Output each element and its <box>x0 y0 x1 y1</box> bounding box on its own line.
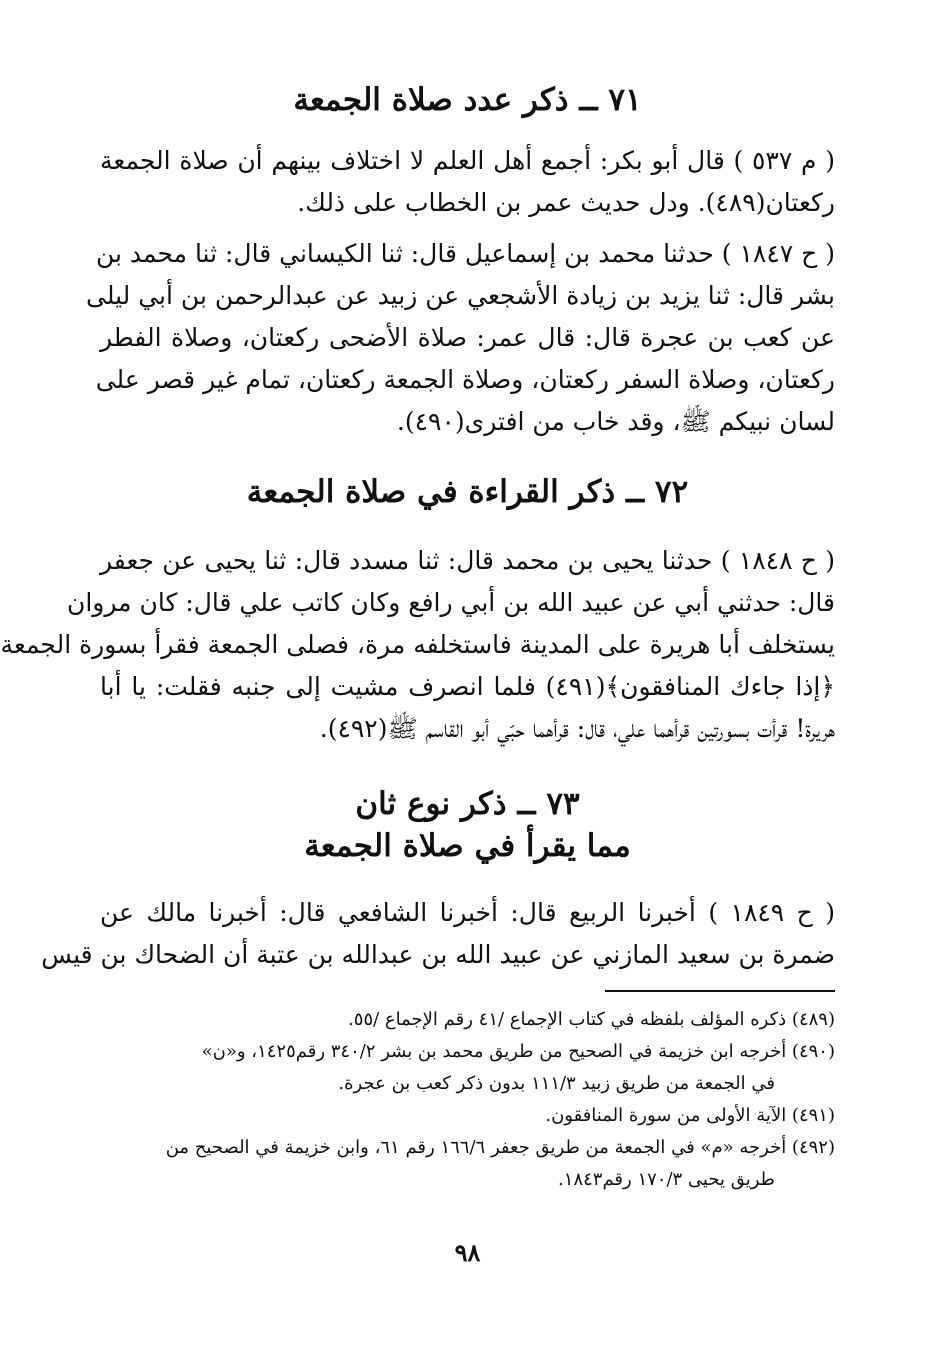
footnote-489: (٤٨٩) ذكره المؤلف بلفظه في كتاب الإجماع /٤١ رقم الإجماع /٥٥. <box>348 1009 835 1030</box>
footnote-492: (٤٩٢) أخرجه «م» في الجمعة من طريق جعفر ١٦٦/٦ رقم ٦١، وابن خزيمة في الصحيح من <box>165 1137 835 1158</box>
text-line: ( ح ١٨٤٧ ) حدثنا محمد بن إسماعيل قال: ثنا الكيساني قال: ثنا محمد بن <box>95 239 835 268</box>
section-72-title: ٧٢ ــ ذكر القراءة في صلاة الجمعة <box>246 474 689 510</box>
section-71-title: ٧١ ــ ذكر عدد صلاة الجمعة <box>293 82 642 118</box>
section-73-title-line-2: مما يقرأ في صلاة الجمعة <box>304 828 631 864</box>
page-number: ٩٨ <box>454 1238 481 1267</box>
text-line: هريرة! قرأت بسورتين قرأهما علي، قال: قرأهما حبّي أبو القاسم ﷺ(٤٩٢). <box>319 714 835 743</box>
text-line: ( م ٥٣٧ ) قال أبو بكر: أجمع أهل العلم لا اختلاف بينهم أن صلاة الجمعة <box>100 146 835 175</box>
text-line: ضمرة بن سعيد المازني عن عبيد الله بن عبدالله بن عتبة أن الضحاك بن قيس <box>41 940 835 969</box>
section-71-paragraph-2 <box>86 233 835 443</box>
text-line: يستخلف أبا هريرة على المدينة فاستخلفه مرة، فصلى الجمعة فقرأ بسورة الجمعة <box>0 630 835 659</box>
text-line: لسان نبيكم ﷺ، وقد خاب من افترى(٤٩٠). <box>396 407 835 436</box>
text-line: ﴿إذا جاءك المنافقون﴾(٤٩١) فلما انصرف مشيت إلى جنبه فقلت: يا أبا <box>100 672 835 701</box>
footnote-divider <box>605 990 835 992</box>
section-73-title-line-1: ٧٣ ــ ذكر نوع ثان <box>355 786 580 822</box>
text-line: ركعتان(٤٨٩). ودل حديث عمر بن الخطاب على ذلك. <box>297 188 835 217</box>
footnotes <box>100 1004 835 1196</box>
text-line: عن كعب بن عجرة قال: قال عمر: صلاة الأضحى ركعتان، وصلاة الفطر <box>100 323 835 352</box>
section-73-paragraph <box>41 892 835 976</box>
section-71-paragraph-1 <box>100 140 835 224</box>
footnote-492-continued: طريق يحيى ١٧٠/٣ رقم١٨٤٣. <box>558 1169 775 1190</box>
text-line: ركعتان، وصلاة السفر ركعتان، وصلاة الجمعة ركعتان، تمام غير قصر على <box>95 365 835 394</box>
text-line: ( ح ١٨٤٩ ) أخبرنا الربيع قال: أخبرنا الشافعي قال: أخبرنا مالك عن <box>100 898 835 927</box>
footnote-490-continued: في الجمعة من طريق زبيد ١١١/٣ بدون ذكر كعب بن عجرة. <box>338 1073 775 1094</box>
text-line: ( ح ١٨٤٨ ) حدثنا يحيى بن محمد قال: ثنا مسدد قال: ثنا يحيى عن جعفر <box>100 546 835 575</box>
footnote-490: (٤٩٠) أخرجه ابن خزيمة في الصحيح من طريق محمد بن بشر ٣٤٠/٢ رقم١٤٢٥، و«ن» <box>201 1041 835 1062</box>
section-72-paragraph <box>0 540 835 750</box>
text-line: قال: حدثني أبي عن عبيد الله بن أبي رافع وكان كاتب علي قال: كان مروان <box>67 588 835 617</box>
text-line: بشر قال: ثنا يزيد بن زيادة الأشجعي عن زبيد عن عبدالرحمن بن أبي ليلى <box>86 281 835 310</box>
footnote-491: (٤٩١) الآية الأولى من سورة المنافقون. <box>545 1105 835 1126</box>
